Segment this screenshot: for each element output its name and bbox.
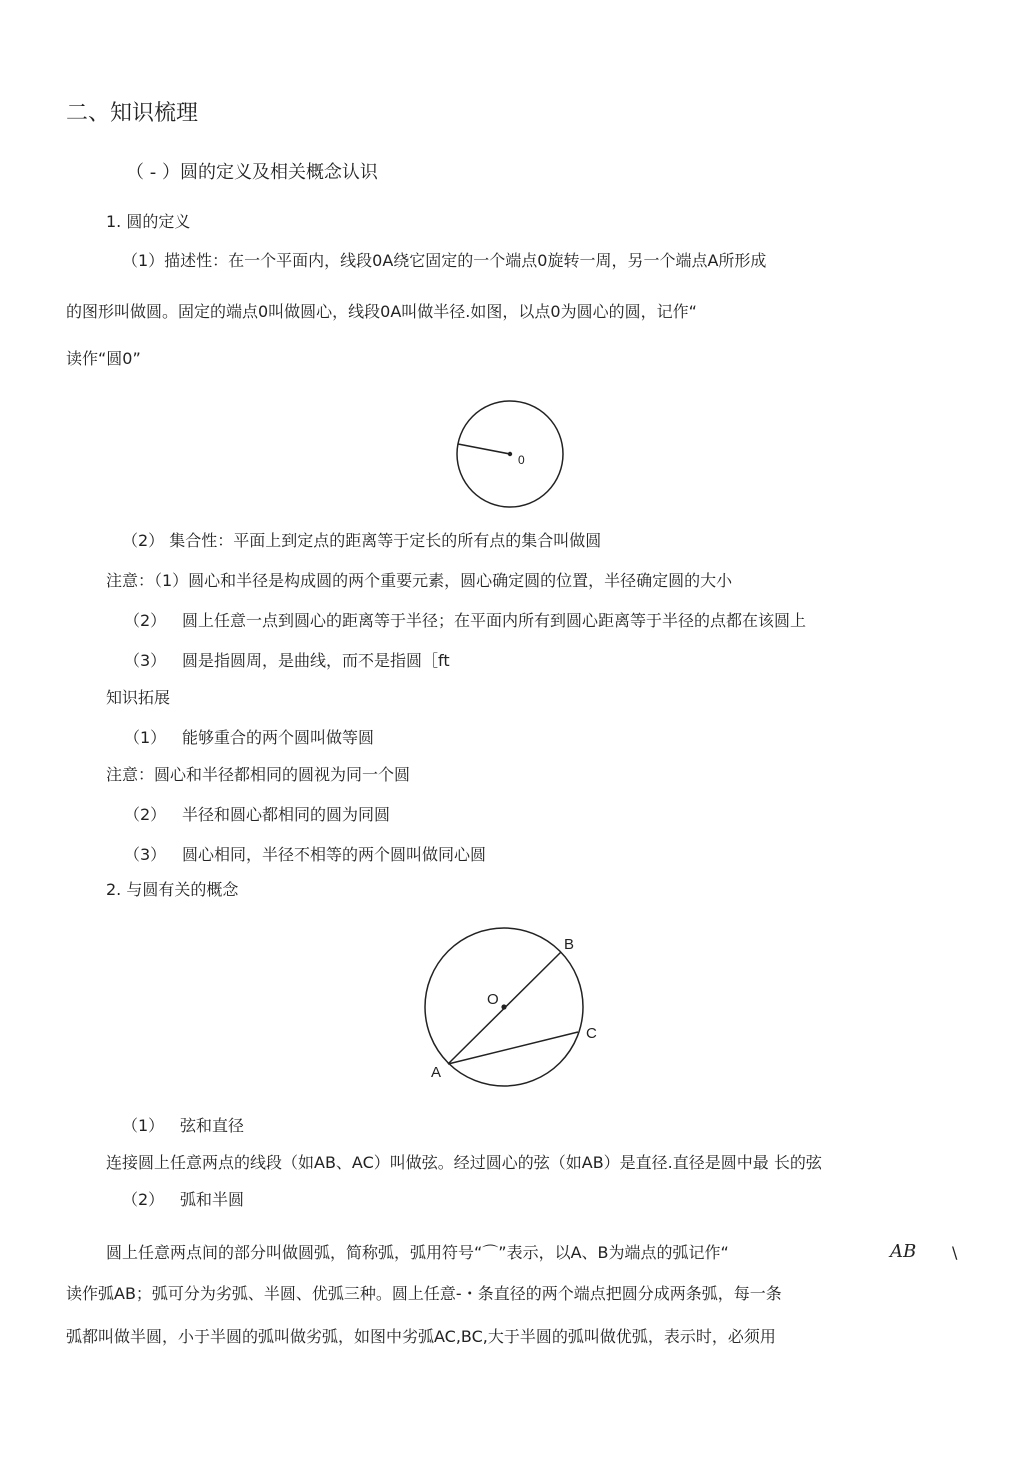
note-2 xyxy=(124,611,806,631)
set-definition: （2） 集合性：平面上到定点的距离等于定长的所有点的集合叫做圆 xyxy=(122,531,602,550)
label-c: C xyxy=(586,1025,597,1042)
extension-3 xyxy=(124,845,486,865)
chord-diameter-title: 弦和直径 xyxy=(180,1116,245,1135)
note-3-text: 圆是指圆周，是曲线，而不是指圆［ft xyxy=(182,651,450,670)
center-point xyxy=(508,452,512,456)
related-concepts-title: 2. 与圆有关的概念 xyxy=(106,880,239,899)
extension-1 xyxy=(124,728,374,748)
center-label: 0 xyxy=(518,453,525,467)
radius-segment xyxy=(458,444,510,454)
note-3 xyxy=(124,651,450,671)
arc-semicircle-title: 弧和半圆 xyxy=(180,1190,245,1209)
arc-ab-notation: AB xyxy=(890,1241,917,1262)
chord-diameter-text: 连接圆上任意两点的线段（如AB、AC）叫做弦。经过圆心的弦（如AB）是直径.直径是圆中最 长的弦 xyxy=(106,1153,822,1172)
circle-figure-2 xyxy=(420,925,610,1095)
note-1: 注意：（1）圆心和半径是构成圆的两个重要元素，圆心确定圆的位置，半径确定圆的大小 xyxy=(106,571,733,590)
arc-line-tail: \ xyxy=(952,1243,958,1262)
arc-semicircle-number: （2） xyxy=(122,1190,165,1209)
extension-3-number: （3） xyxy=(124,845,167,864)
label-o: O xyxy=(487,991,499,1008)
note-2-number: （2） xyxy=(124,611,167,630)
section-heading: 二、知识梳理 xyxy=(66,101,199,126)
label-b: B xyxy=(564,936,575,953)
extension-2-text: 半径和圆心都相同的圆为同圆 xyxy=(182,805,391,824)
arc-text-line-3: 弧都叫做半圆，小于半圆的弧叫做劣弧，如图中劣弧AC,BC,大于半圆的弧叫做优弧，表示时，必须用 xyxy=(66,1327,776,1346)
knowledge-extension-title: 知识拓展 xyxy=(106,688,171,707)
chord-diameter-heading xyxy=(122,1116,244,1136)
extension-1-number: （1） xyxy=(124,728,167,747)
note-2-text: 圆上任意一点到圆心的距离等于半径；在平面内所有到圆心距离等于半径的点都在该圆上 xyxy=(182,611,807,630)
chord-ac xyxy=(448,1032,578,1064)
note-3-number: （3） xyxy=(124,651,167,670)
extension-1-text: 能够重合的两个圆叫做等圆 xyxy=(182,728,375,747)
extension-2 xyxy=(124,805,390,825)
center-point xyxy=(501,1004,506,1009)
descriptive-definition-line-3: 读作“圆0” xyxy=(66,349,141,368)
arc-text-line-1: 圆上任意两点间的部分叫做圆弧，简称弧，弧用符号“⌒”表示，以A、B为端点的弧记作“ xyxy=(106,1243,729,1262)
arc-text-line-2: 读作弧AB；弧可分为劣弧、半圆、优弧三种。圆上任意-・条直径的两个端点把圆分成两条弧，每一条 xyxy=(66,1284,782,1303)
label-a: A xyxy=(431,1064,442,1081)
circle-figure-1 xyxy=(440,392,580,516)
subsection-heading: （ - ）圆的定义及相关概念认识 xyxy=(126,162,378,183)
extension-3-text: 圆心相同，半径不相等的两个圆叫做同心圆 xyxy=(182,845,487,864)
circle-definition-title: 1. 圆的定义 xyxy=(106,212,191,231)
chord-diameter-number: （1） xyxy=(122,1116,165,1135)
descriptive-definition-line-1: （1）描述性：在一个平面内，线段0A绕它固定的一个端点0旋转一周，另一个端点A所形成 xyxy=(122,251,767,270)
extension-note: 注意：圆心和半径都相同的圆视为同一个圆 xyxy=(106,765,411,784)
descriptive-definition-line-2: 的图形叫做圆。固定的端点0叫做圆心，线段0A叫做半径.如图，以点0为圆心的圆，记作“ xyxy=(66,302,697,321)
arc-semicircle-heading xyxy=(122,1190,244,1210)
extension-2-number: （2） xyxy=(124,805,167,824)
